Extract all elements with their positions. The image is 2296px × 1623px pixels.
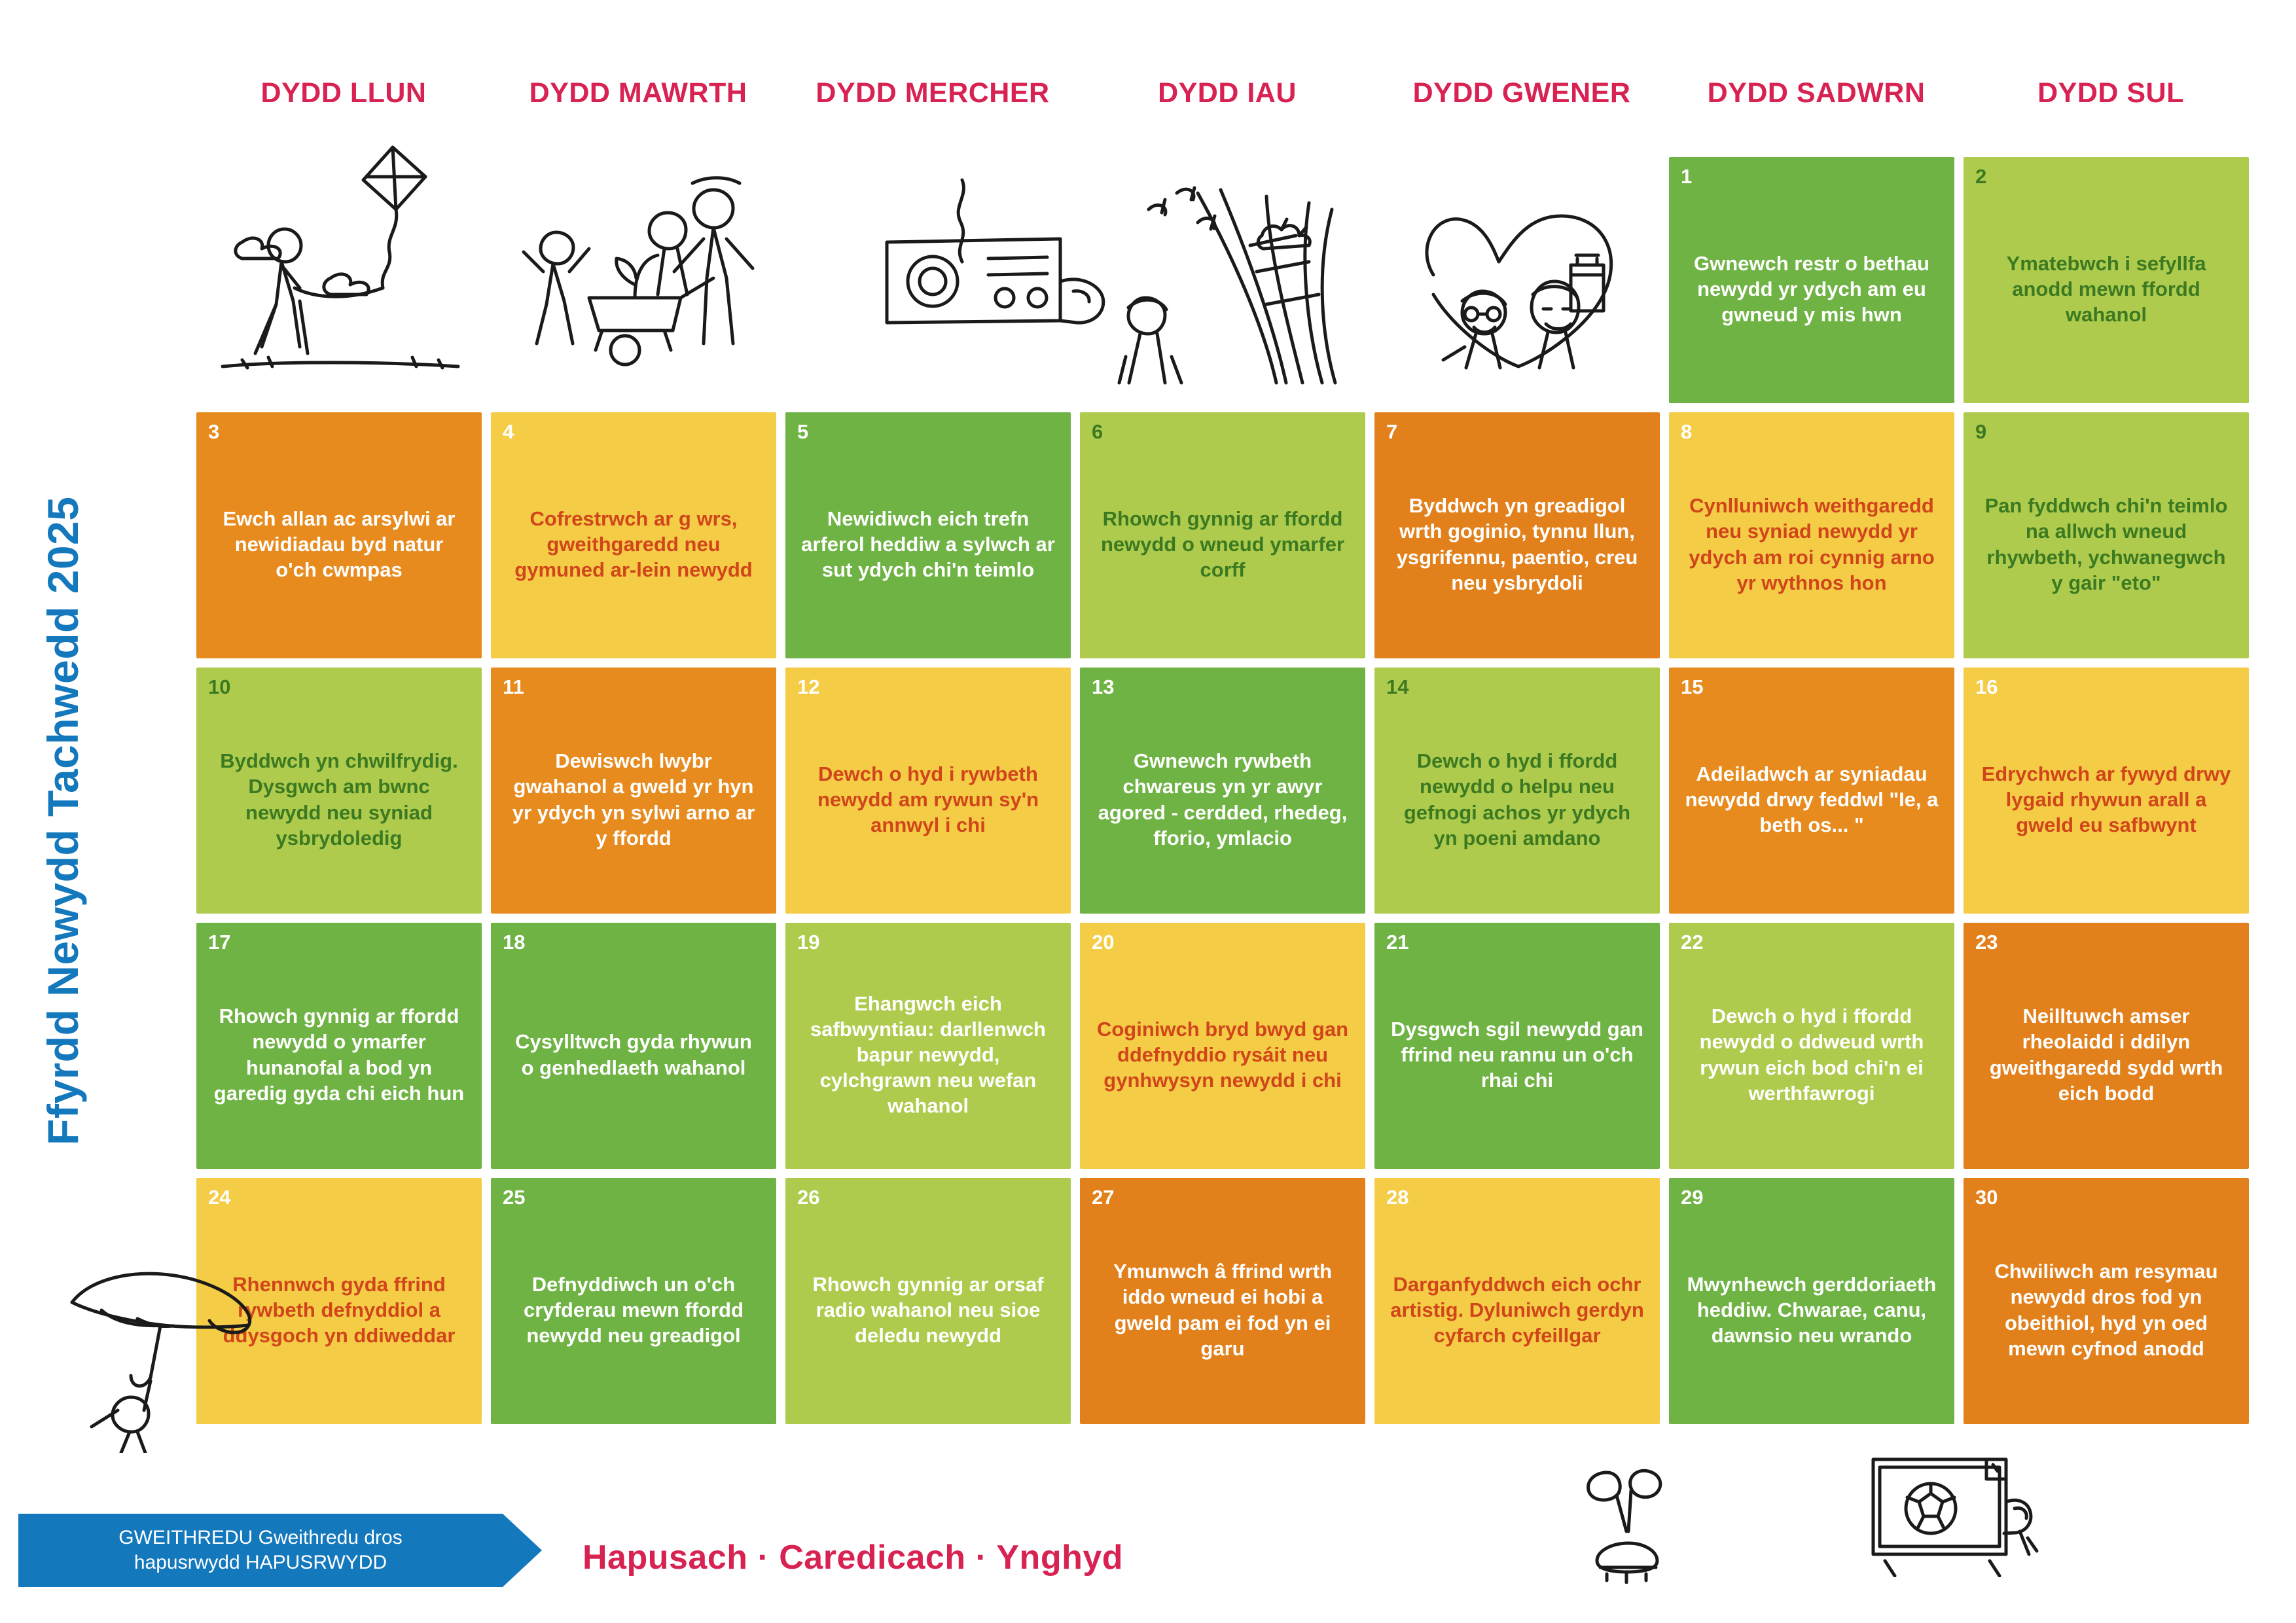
calendar-day-18 bbox=[491, 923, 776, 1169]
day-number: 24 bbox=[208, 1186, 231, 1209]
calendar-day-10 bbox=[196, 668, 482, 914]
day-activity-text: Ewch allan ac arsylwi ar newidiadau byd natur o'ch cwmpas bbox=[223, 507, 456, 582]
day-activity-text: Cofrestrwch ar g wrs, gweithgaredd neu gymuned ar-lein newydd bbox=[514, 507, 753, 582]
calendar-day-16 bbox=[1964, 668, 2249, 914]
day-number: 28 bbox=[1386, 1186, 1409, 1209]
day-activity-text: Rhennwch gyda ffrind rywbeth defnyddiol a ddysgoch yn ddiweddar bbox=[223, 1272, 456, 1347]
day-tile bbox=[1080, 668, 1365, 914]
banner-line-2: hapusrwydd HAPUSRWYDD bbox=[134, 1552, 387, 1573]
day-number: 10 bbox=[208, 675, 231, 698]
day-number: 8 bbox=[1681, 420, 1693, 443]
calendar-day-15 bbox=[1669, 668, 1954, 914]
day-header-friday: DYDD GWENER bbox=[1412, 77, 1631, 109]
day-tile bbox=[1669, 412, 1954, 658]
calendar-day-1 bbox=[1669, 157, 1954, 403]
day-activity-text: Cynlluniwch weithgaredd neu syniad newydd yr ydych am roi cynnig arno yr wythnos hon bbox=[1689, 494, 1935, 594]
day-activity-text: Chwiliwch am resymau newydd dros fod yn obeithiol, hyd yn oed mewn cyfnod anodd bbox=[1994, 1260, 2218, 1360]
calendar-day-22 bbox=[1669, 923, 1954, 1169]
day-activity-text: Darganfyddwch eich ochr artistig. Dyluniwch gerdyn cyfarch cyfeillgar bbox=[1390, 1272, 1644, 1347]
day-tile bbox=[1374, 412, 1660, 658]
day-activity-text: Rhowch gynnig ar orsaf radio wahanol neu sioe deledu newydd bbox=[812, 1272, 1044, 1347]
calendar-day-13 bbox=[1080, 668, 1365, 914]
calendar-day-30 bbox=[1964, 1178, 2249, 1424]
banner-arrow bbox=[503, 1514, 542, 1587]
day-number: 12 bbox=[797, 675, 820, 698]
day-tile bbox=[1964, 923, 2249, 1169]
calendar-day-21 bbox=[1374, 923, 1660, 1169]
day-activity-text: Ymunwch â ffrind wrth iddo wneud ei hobi a gweld pam ei fod yn ei garu bbox=[1113, 1260, 1333, 1360]
flying-umbrella-icon bbox=[52, 1263, 268, 1453]
day-number: 14 bbox=[1386, 675, 1409, 698]
day-tile bbox=[785, 412, 1071, 658]
tap-shoes-icon bbox=[1571, 1459, 1682, 1584]
day-activity-text: Dewiswch lwybr gwahanol a gweld yr hyn yr ydych yn sylwi arno ar y ffordd bbox=[512, 749, 755, 849]
day-activity-text: Pan fyddwch chi'n teimlo na allwch wneud rhywbeth, ychwanegwch y gair "eto" bbox=[1984, 494, 2228, 594]
day-tile bbox=[1080, 923, 1365, 1169]
calendar-day-9 bbox=[1964, 412, 2249, 658]
calendar-day-26 bbox=[785, 1178, 1071, 1424]
day-number: 15 bbox=[1681, 675, 1704, 698]
footer-banner bbox=[18, 1514, 542, 1587]
tv-football-icon bbox=[1865, 1440, 2042, 1577]
day-header-saturday: DYDD SADWRN bbox=[1707, 77, 1926, 109]
day-activity-text: Dewch o hyd i ffordd newydd o ddweud wrth rywun eich bod chi'n ei werthfawrogi bbox=[1699, 1005, 1924, 1105]
day-tile bbox=[1669, 923, 1954, 1169]
day-tile bbox=[1374, 1178, 1660, 1424]
calendar-day-23 bbox=[1964, 923, 2249, 1169]
day-tile bbox=[1080, 1178, 1365, 1424]
day-tile bbox=[785, 668, 1071, 914]
day-tile bbox=[1374, 923, 1660, 1169]
day-number: 1 bbox=[1681, 165, 1693, 188]
day-number: 21 bbox=[1386, 931, 1409, 954]
day-tile bbox=[785, 1178, 1071, 1424]
day-tile bbox=[1669, 157, 1954, 403]
day-tile bbox=[491, 923, 776, 1169]
calendar-day-19 bbox=[785, 923, 1071, 1169]
day-activity-text: Rhowch gynnig ar ffordd newydd o wneud ymarfer corff bbox=[1100, 507, 1345, 582]
day-number: 2 bbox=[1975, 165, 1987, 188]
day-activity-text: Edrychwch ar fywyd drwy lygaid rhywun arall a gweld eu safbwynt bbox=[1981, 762, 2231, 837]
day-activity-text: Cysylltwch gyda rhywun o genhedlaeth wahanol bbox=[515, 1030, 752, 1079]
day-number: 30 bbox=[1975, 1186, 1998, 1209]
day-activity-text: Dewch o hyd i ffordd newydd o helpu neu gefnogi achos yr ydych yn poeni amdano bbox=[1403, 749, 1631, 849]
day-tile bbox=[491, 412, 776, 658]
radio-icon bbox=[864, 167, 1126, 363]
day-activity-text: Rhowch gynnig ar ffordd newydd o ymarfer hunanofal a bod yn garedig gyda chi eich hun bbox=[213, 1005, 465, 1105]
day-activity-text: Adeiladwch ar syniadau newydd drwy feddwl "Ie, a beth os... " bbox=[1685, 762, 1939, 837]
calendar-day-8 bbox=[1669, 412, 1954, 658]
day-number: 9 bbox=[1975, 420, 1987, 443]
day-tile bbox=[196, 668, 482, 914]
day-tile bbox=[491, 668, 776, 914]
calendar-day-14 bbox=[1374, 668, 1660, 914]
day-tile bbox=[491, 1178, 776, 1424]
calendar-day-29 bbox=[1669, 1178, 1954, 1424]
footer-tagline: Hapusach · Caredicach · Ynghyd bbox=[583, 1539, 1124, 1577]
day-number: 5 bbox=[797, 420, 809, 443]
calendar-day-17 bbox=[196, 923, 482, 1169]
calendar-day-25 bbox=[491, 1178, 776, 1424]
page-title-text: Ffyrdd Newydd Tachwedd 2025 bbox=[39, 496, 87, 1145]
day-activity-text: Defnyddiwch un o'ch cryfderau mewn ffordd newydd neu greadigol bbox=[524, 1272, 744, 1347]
day-number: 16 bbox=[1975, 675, 1998, 698]
heart-friends-icon bbox=[1414, 196, 1656, 386]
banner-text bbox=[18, 1514, 503, 1587]
bird-tree-icon bbox=[1100, 173, 1374, 389]
day-tile bbox=[1964, 157, 2249, 403]
day-number: 26 bbox=[797, 1186, 820, 1209]
day-activity-text: Newidiwch eich trefn arferol heddiw a sylwch ar sut ydych chi'n teimlo bbox=[801, 507, 1055, 582]
day-number: 17 bbox=[208, 931, 231, 954]
day-number: 18 bbox=[503, 931, 526, 954]
day-number: 29 bbox=[1681, 1186, 1704, 1209]
calendar-day-11 bbox=[491, 668, 776, 914]
day-number: 25 bbox=[503, 1186, 526, 1209]
day-tile bbox=[1964, 412, 2249, 658]
day-number: 3 bbox=[208, 420, 220, 443]
day-activity-text: Neilltuwch amser rheolaidd i ddilyn gweithgaredd sydd wrth eich bodd bbox=[1989, 1005, 2223, 1105]
day-tile bbox=[1374, 668, 1660, 914]
day-number: 23 bbox=[1975, 931, 1998, 954]
calendar-day-20 bbox=[1080, 923, 1365, 1169]
day-number: 11 bbox=[503, 675, 524, 698]
day-activity-text: Dysgwch sgil newydd gan ffrind neu rannu un o'ch rhai chi bbox=[1391, 1017, 1643, 1092]
day-activity-text: Ehangwch eich safbwyntiau: darllenwch bapur newydd, cylchgrawn neu wefan wahanol bbox=[810, 991, 1046, 1118]
day-tile bbox=[196, 412, 482, 658]
calendar-day-27 bbox=[1080, 1178, 1365, 1424]
day-activity-text: Byddwch yn chwilfrydig. Dysgwch am bwnc newydd neu syniad ysbrydoledig bbox=[220, 749, 458, 849]
day-tile bbox=[1964, 668, 2249, 914]
calendar-day-6 bbox=[1080, 412, 1365, 658]
day-tile bbox=[1669, 668, 1954, 914]
day-number: 19 bbox=[797, 931, 820, 954]
day-header-tuesday: DYDD MAWRTH bbox=[529, 77, 747, 109]
day-number: 13 bbox=[1092, 675, 1115, 698]
calendar-day-7 bbox=[1374, 412, 1660, 658]
calendar-day-28 bbox=[1374, 1178, 1660, 1424]
family-wheelbarrow-icon bbox=[517, 154, 792, 370]
day-header-row bbox=[196, 77, 2258, 109]
kite-flying-icon bbox=[216, 137, 478, 412]
day-activity-text: Coginiwch bryd bwyd gan ddefnyddio rysáit neu gynhwysyn newydd i chi bbox=[1096, 1017, 1349, 1092]
day-activity-text: Gwnewch restr o bethau newydd yr ydych am eu gwneud y mis hwn bbox=[1693, 251, 1929, 327]
day-header-wednesday: DYDD MERCHER bbox=[816, 77, 1050, 109]
day-tile bbox=[1080, 412, 1365, 658]
day-activity-text: Dewch o hyd i rywbeth newydd am rywun sy'n annwyl i chi bbox=[817, 762, 1039, 837]
day-tile bbox=[785, 923, 1071, 1169]
calendar-day-5 bbox=[785, 412, 1071, 658]
calendar-day-12 bbox=[785, 668, 1071, 914]
day-header-monday: DYDD LLUN bbox=[260, 77, 427, 109]
day-number: 7 bbox=[1386, 420, 1398, 443]
day-activity-text: Gwnewch rywbeth chwareus yn yr awyr agored - cerdded, rhedeg, fforio, ymlacio bbox=[1098, 749, 1348, 849]
day-tile bbox=[196, 923, 482, 1169]
day-number: 27 bbox=[1092, 1186, 1115, 1209]
day-number: 6 bbox=[1092, 420, 1103, 443]
calendar-day-4 bbox=[491, 412, 776, 658]
banner-line-1: GWEITHREDU Gweithredu dros bbox=[118, 1526, 403, 1548]
day-header-sunday: DYDD SUL bbox=[2037, 77, 2184, 109]
day-number: 22 bbox=[1681, 931, 1704, 954]
day-number: 4 bbox=[503, 420, 514, 443]
day-header-thursday: DYDD IAU bbox=[1158, 77, 1297, 109]
calendar-day-3 bbox=[196, 412, 482, 658]
day-activity-text: Byddwch yn greadigol wrth goginio, tynnu llun, ysgrifennu, paentio, creu neu ysbrydoli bbox=[1396, 494, 1638, 594]
day-tile bbox=[1669, 1178, 1954, 1424]
calendar-day-2 bbox=[1964, 157, 2249, 403]
day-activity-text: Ymatebwch i sefyllfa anodd mewn ffordd wahanol bbox=[2006, 251, 2206, 327]
day-tile bbox=[1964, 1178, 2249, 1424]
day-number: 20 bbox=[1092, 931, 1115, 954]
day-activity-text: Mwynhewch gerddoriaeth heddiw. Chwarae, canu, dawnsio neu wrando bbox=[1687, 1272, 1937, 1347]
